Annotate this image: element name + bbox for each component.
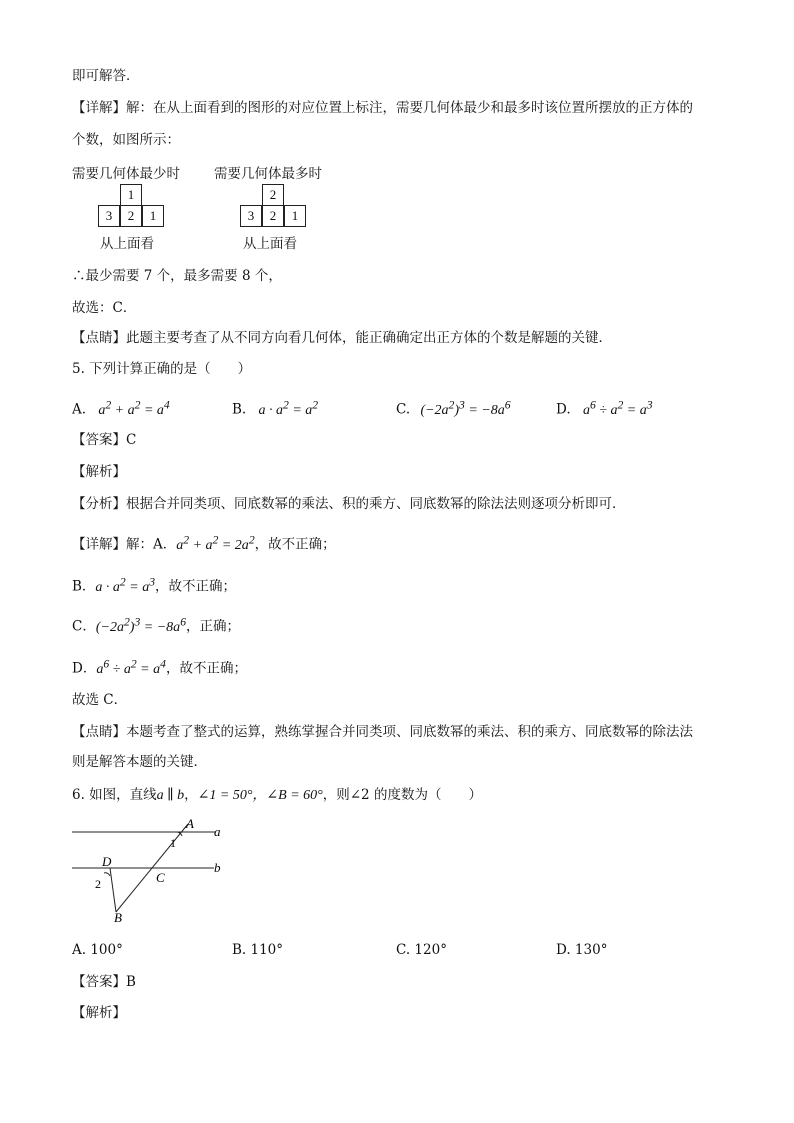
q5-option-a	[72, 395, 170, 421]
q6-option-d: D. 130°	[556, 942, 608, 958]
segment-db	[110, 868, 116, 912]
detail-5d: D．$a^6 \div a^2 = a^4$，故不正确；	[72, 657, 247, 677]
question-6: 6. 如图，直线a ∥ b，∠1 = 50°，∠B = 60°，则∠2 的度数为（ ）	[72, 787, 482, 803]
q6-option-b: B. 110°	[232, 942, 284, 958]
answer-5: 【答案】C	[72, 432, 137, 448]
analysis-5: 【解析】	[72, 464, 126, 480]
text-line: 故选：C．	[72, 300, 137, 316]
formula: ∠1 = 50°，∠B = 60°	[197, 788, 323, 803]
q6-option-c: C. 120°	[396, 942, 447, 958]
analysis-text-5: 【分析】根据合并同类项、同底数幂的乘法、积的乘方、同底数幂的除法法则逐项分析即可．	[72, 496, 626, 512]
label-a: a	[214, 824, 221, 839]
grid-cell: 1	[142, 205, 164, 227]
grid-cell: 1	[120, 184, 142, 206]
grid-cell: 3	[98, 205, 120, 227]
text-line: 个数，如图所示：	[72, 132, 180, 148]
detail-5a: 【详解】解：A．$a^2 + a^2 = 2a^2$，故不正确；	[72, 533, 336, 553]
formula: $(-2a^2)^3 = -8a^6$	[420, 398, 511, 418]
analysis-6: 【解析】	[72, 1005, 126, 1021]
label-1: 1	[170, 836, 176, 850]
label-D: D	[102, 854, 112, 869]
option-letter: C.	[396, 401, 411, 418]
label-min: 需要几何体最少时	[72, 166, 180, 182]
detail-line: 【详解】解：在从上面看到的图形的对应位置上标注，需要几何体最少和最多时该位置所摆放的正方体的	[72, 100, 693, 116]
label-2: 2	[95, 877, 101, 891]
text-line: 即可解答．	[72, 68, 140, 84]
formula: $a^6 \div a^2 = a^4$	[96, 657, 166, 677]
label-B: B	[114, 910, 122, 925]
option-letter: D.	[556, 401, 571, 418]
grid-cell: 2	[262, 184, 284, 206]
q6-figure	[66, 816, 236, 928]
q5-option-c	[396, 395, 511, 421]
comment-line: 则是解答本题的关键．	[72, 754, 207, 770]
detail-5c: C．$(-2a^2)^3 = -8a^6$，正确；	[72, 615, 241, 635]
text-line: 故选 C．	[72, 692, 128, 708]
comment-line: 【点睛】本题考查了整式的运算，熟练掌握合并同类项、同底数幂的乘法、积的乘方、同底数幂的除法法	[72, 724, 693, 740]
detail-5b: B．$a \cdot a^2 = a^3$，故不正确；	[72, 575, 237, 595]
grid-cell: 3	[240, 205, 262, 227]
label-C: C	[156, 870, 165, 885]
option-letter: A.	[72, 401, 87, 418]
formula: $a^2 + a^2 = 2a^2$	[176, 533, 255, 553]
grid-cell: 2	[262, 205, 284, 227]
label-A: A	[186, 816, 194, 831]
formula: $a^6 \div a^2 = a^3$	[582, 398, 653, 418]
caption-max: 从上面看	[243, 236, 297, 252]
angle-2-arc	[104, 873, 110, 876]
formula: $a \cdot a^2 = a^3$	[95, 575, 156, 595]
answer-6: 【答案】B	[72, 974, 136, 990]
label-max: 需要几何体最多时	[214, 166, 322, 182]
question-5: 5. 下列计算正确的是（ ）	[72, 361, 252, 377]
caption-min: 从上面看	[100, 236, 154, 252]
formula: $(-2a^2)^3 = -8a^6$	[95, 615, 187, 635]
formula: $a^2 + a^2 = a^4$	[98, 398, 170, 418]
q5-option-d	[556, 395, 653, 421]
grid-cell: 2	[120, 205, 142, 227]
formula: a ∥ b	[156, 788, 185, 803]
option-letter: B.	[232, 401, 247, 418]
q6-option-a: A. 100°	[72, 942, 123, 958]
text-line: ∴最少需要 7 个，最多需要 8 个，	[72, 268, 282, 284]
comment-line: 【点睛】此题主要考查了从不同方向看几何体，能正确确定出正方体的个数是解题的关键．	[72, 330, 612, 346]
formula: $a \cdot a^2 = a^2$	[258, 398, 319, 418]
q5-option-b	[232, 395, 318, 421]
grid-cell: 1	[284, 205, 306, 227]
label-b: b	[214, 860, 221, 875]
